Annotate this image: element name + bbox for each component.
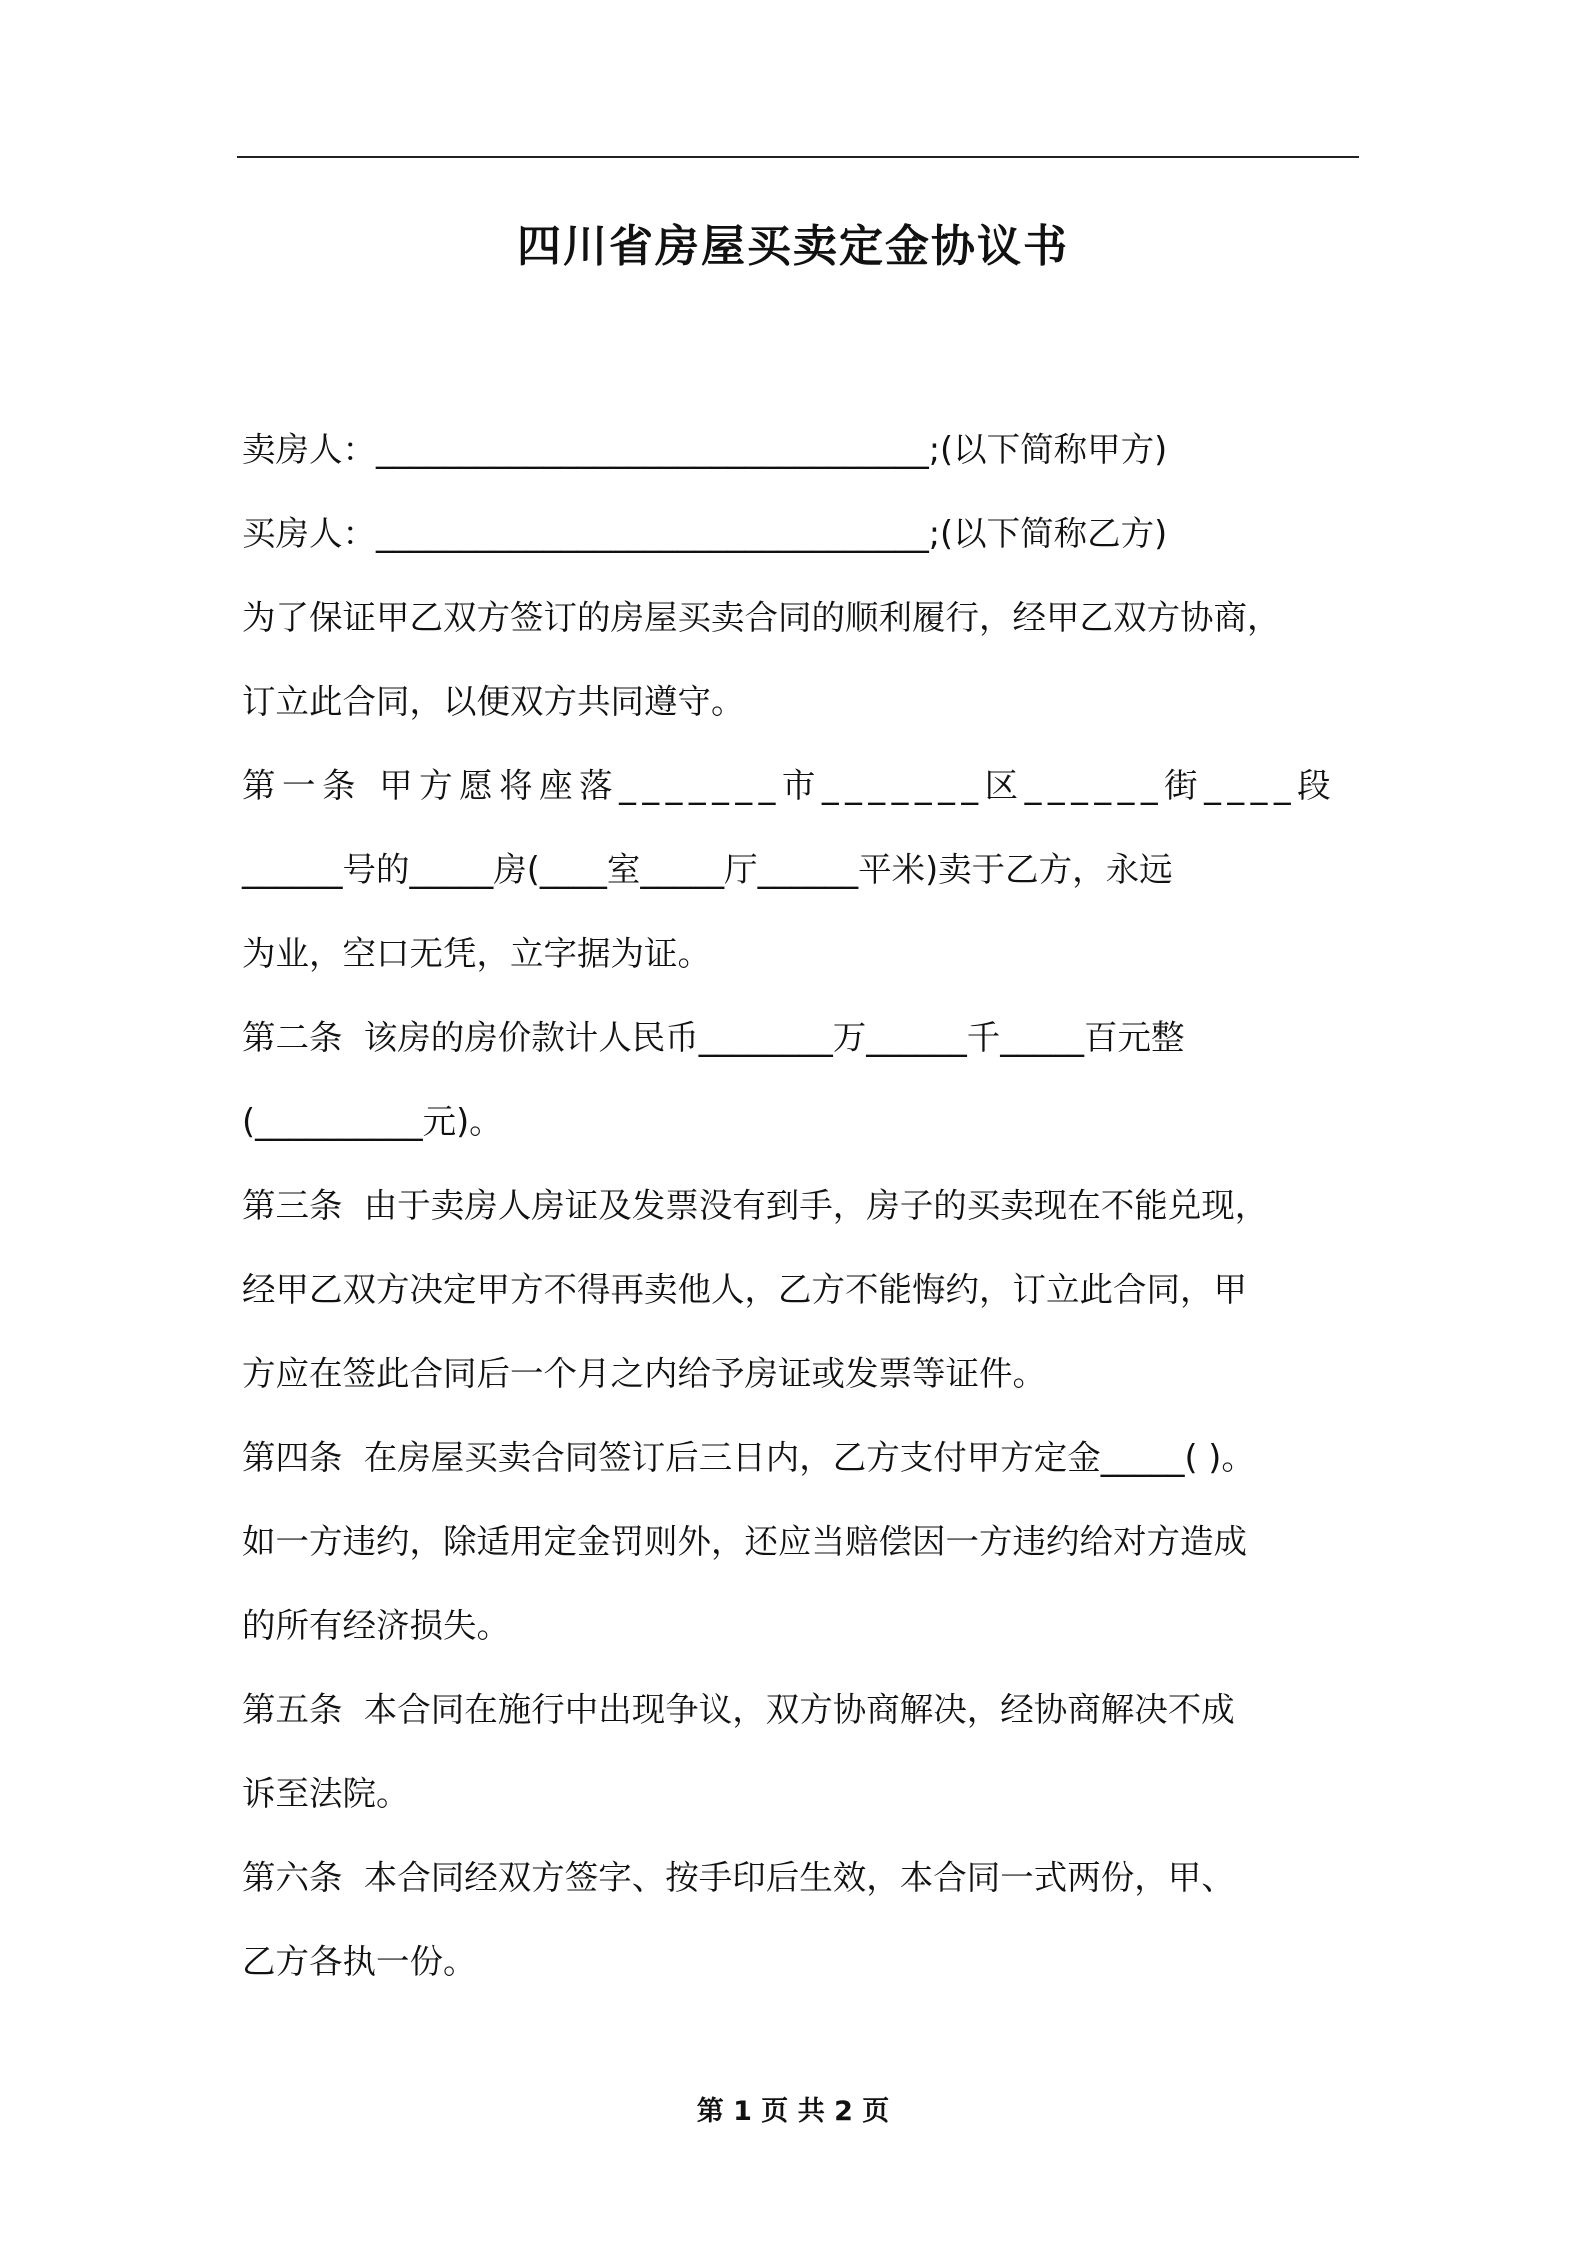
document-title: 四川省房屋买卖定金协议书 (517, 221, 1069, 272)
article-1-line-1: 第一条 甲方愿将座落_______市_______区______街____段 (242, 766, 1338, 805)
article-5-line-1: 第五条 本合同在施行中出现争议，双方协商解决，经协商解决不成 (242, 1690, 1235, 1729)
article-3-line-1: 第三条 由于卖房人房证及发票没有到手，房子的买卖现在不能兑现， (242, 1186, 1269, 1225)
seller-line: 卖房人：_________________________________;(以下简称甲方) (242, 430, 1168, 469)
article-2-line-2: (__________元)。 (242, 1102, 503, 1141)
preamble-line-1: 为了保证甲乙双方签订的房屋买卖合同的顺利履行，经甲乙双方协商， (242, 598, 1281, 637)
article-1-line-2: ______号的_____房(____室_____厅______平米)卖于乙方，永远 (242, 850, 1173, 889)
article-2-line-1: 第二条 该房的房价款计人民币________万______千_____百元整 (242, 1018, 1185, 1057)
article-3-line-3: 方应在签此合同后一个月之内给予房证或发票等证件。 (242, 1354, 1046, 1393)
article-6-line-2: 乙方各执一份。 (242, 1942, 477, 1981)
article-4-line-1: 第四条 在房屋买卖合同签订后三日内，乙方支付甲方定金_____( )。 (242, 1438, 1255, 1477)
article-3-line-2: 经甲乙双方决定甲方不得再卖他人，乙方不能悔约，订立此合同，甲 (242, 1270, 1247, 1309)
article-4-line-3: 的所有经济损失。 (242, 1606, 510, 1645)
header-rule (237, 156, 1359, 158)
page-number: 第 1 页 共 2 页 (696, 2096, 890, 2127)
article-6-line-1: 第六条 本合同经双方签字、按手印后生效，本合同一式两份，甲、 (242, 1858, 1235, 1897)
buyer-line: 买房人：_________________________________;(以下简称乙方) (242, 514, 1168, 553)
document-body (242, 408, 1367, 2004)
article-4-line-2: 如一方违约，除适用定金罚则外，还应当赔偿因一方违约给对方造成 (242, 1522, 1247, 1561)
article-5-line-2: 诉至法院。 (242, 1774, 410, 1813)
article-1-line-3: 为业，空口无凭，立字据为证。 (242, 934, 711, 973)
preamble-line-2: 订立此合同，以便双方共同遵守。 (242, 682, 745, 721)
